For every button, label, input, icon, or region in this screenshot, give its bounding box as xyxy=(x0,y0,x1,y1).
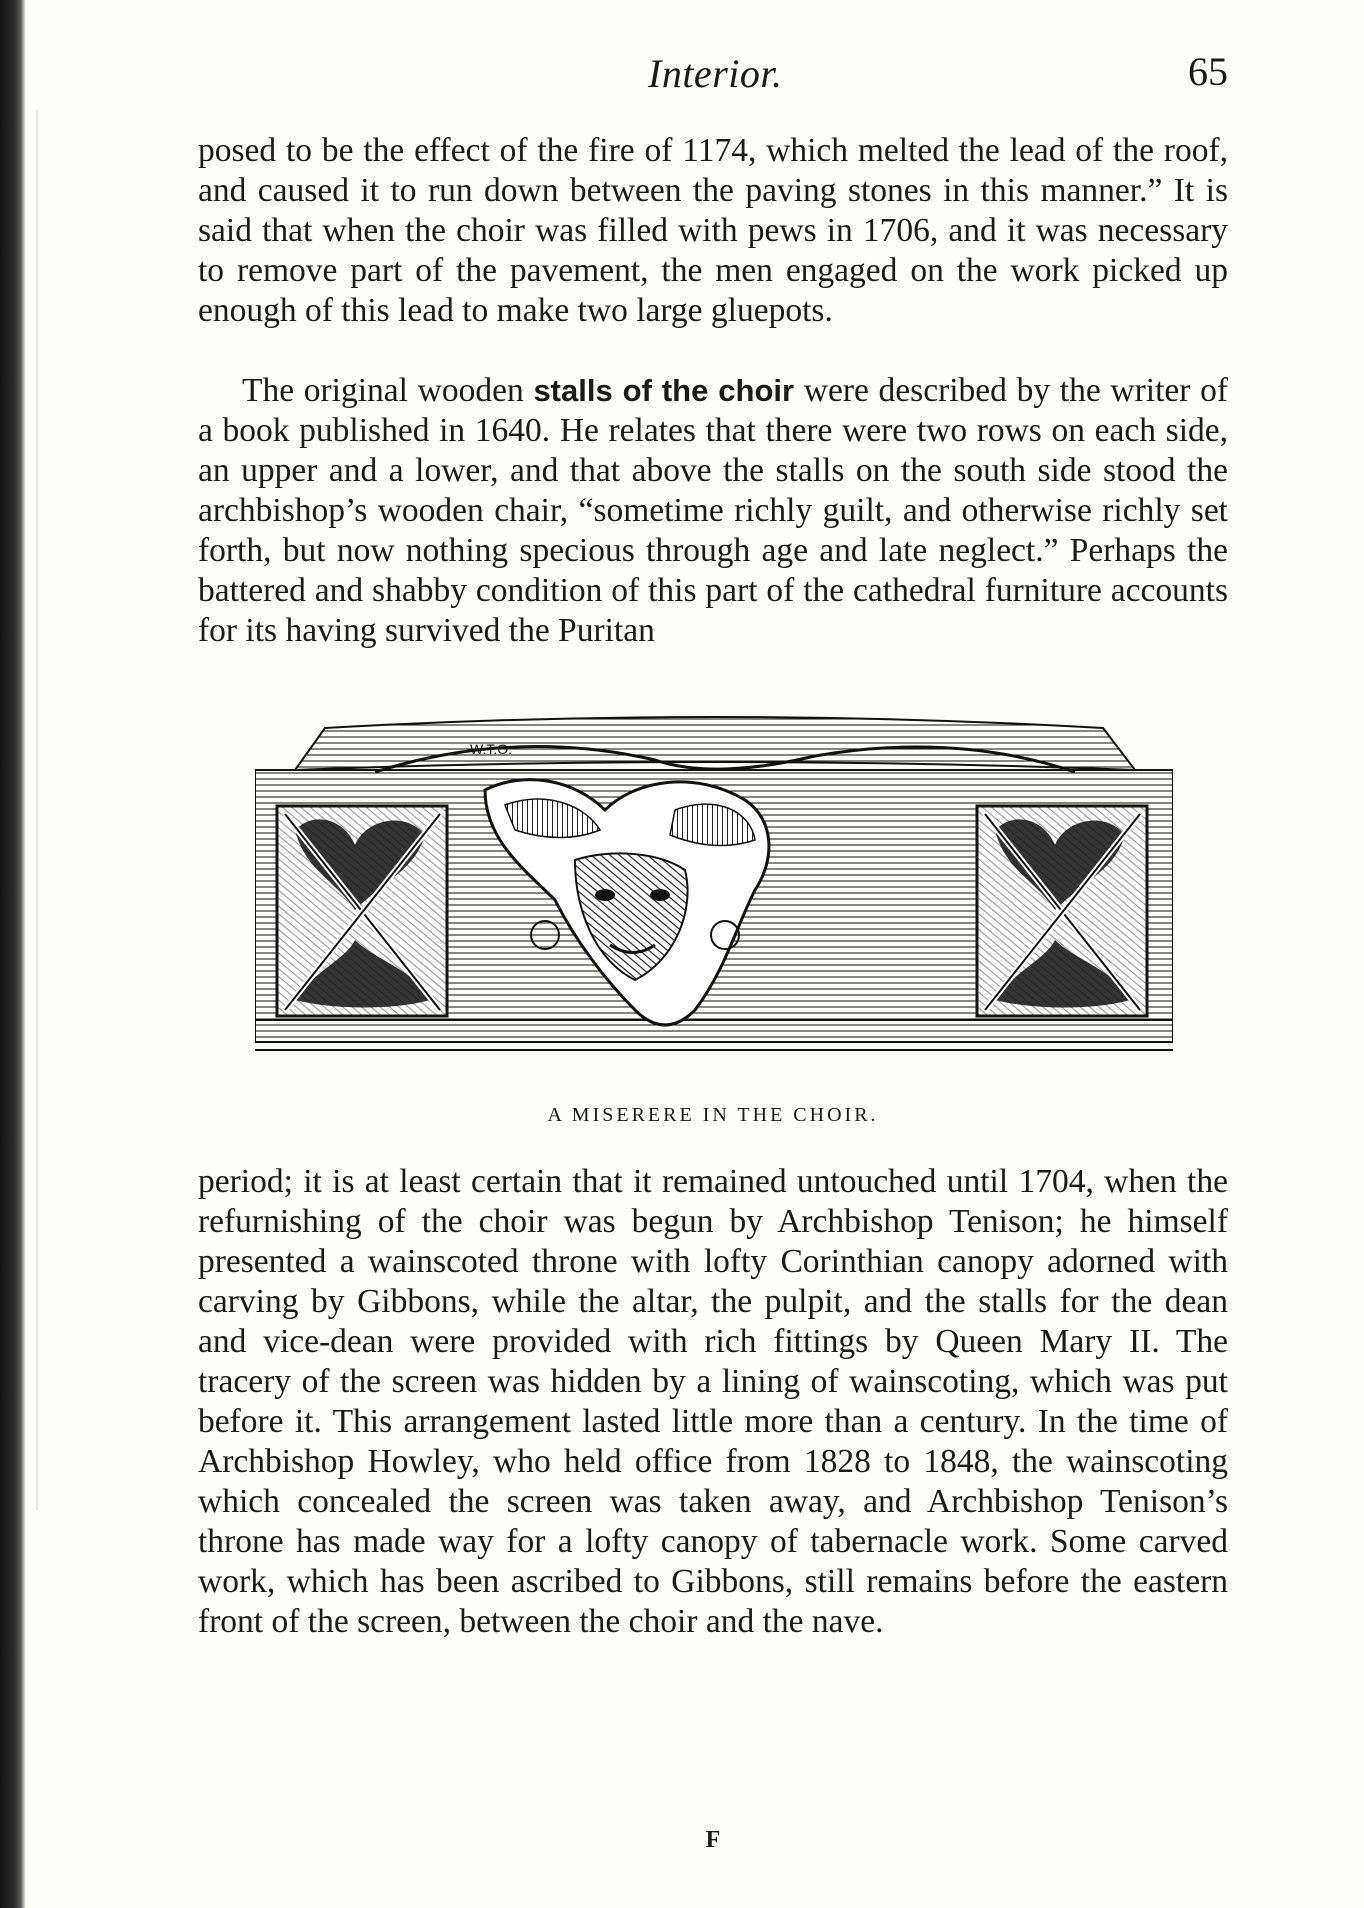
figure-caption: A MISERERE IN THE CHOIR. xyxy=(547,1104,879,1126)
paragraph-2-start: The original wooden xyxy=(242,372,524,409)
page-binding-edge xyxy=(0,0,26,1908)
paragraph-3: period; it is at least certain that it remained untouched until 1704, when the refurnishing of the choir was begun by Archbishop Tenison; he himself presented a wainscoted throne with lofty Corinthian canopy adorned with carving by Gibbons, while the altar, the pulpit, and the stalls for the dean and vice-dean were provided with rich fittings by Queen Mary II. The tracery of the screen was hidden by a lining of wainscoting, which was put before it. This arrangement lasted little more than a century. In the time of Archbishop Howley, who held office from 1828 to 1848, the wainscoting which concealed the screen was taken away, and Archbishop Tenison’s throne has made way for a lofty canopy of tabernacle work. Some carved work, which has been ascribed to Gibbons, still remains before the eastern front of the screen, between the choir and the nave. xyxy=(198,1163,1228,1640)
paragraph-2 xyxy=(198,371,1228,651)
left-leaf-panel xyxy=(277,806,447,1016)
running-head xyxy=(198,46,1228,106)
miserere-illustration xyxy=(255,710,1173,1070)
running-head-title: Interior. xyxy=(648,51,783,96)
page-number: 65 xyxy=(1188,49,1228,94)
signature-mark: F xyxy=(705,1827,721,1853)
paragraph-1: posed to be the effect of the fire of 1174, which melted the lead of the roof, and caused it to run down between the paving stones in this manner.” It is said that when the choir was filled with pews in 1706, and it was necessary to remove part of the pavement, the men engaged on the work picked up enough of this lead to make two large gluepots. xyxy=(198,132,1228,329)
page-shadow-line xyxy=(36,110,38,1510)
paragraph-2-rest: were described by the writer of a book published in 1640. He relates that there were two rows on each side, an upper and a lower, and that above the stalls on the south side stood the archbishop’s wooden chair, “sometime richly guilt, and otherwise richly set forth, but now nothing specious through age and late neglect.” Perhaps the battered and shabby condition of this part of the cathedral furniture accounts for its having survived the Puritan xyxy=(198,372,1229,649)
right-leaf-panel xyxy=(977,806,1147,1016)
stalls-of-the-choir-bold: stalls of the choir xyxy=(533,373,795,408)
artist-initials: W.T.O. xyxy=(470,741,512,757)
